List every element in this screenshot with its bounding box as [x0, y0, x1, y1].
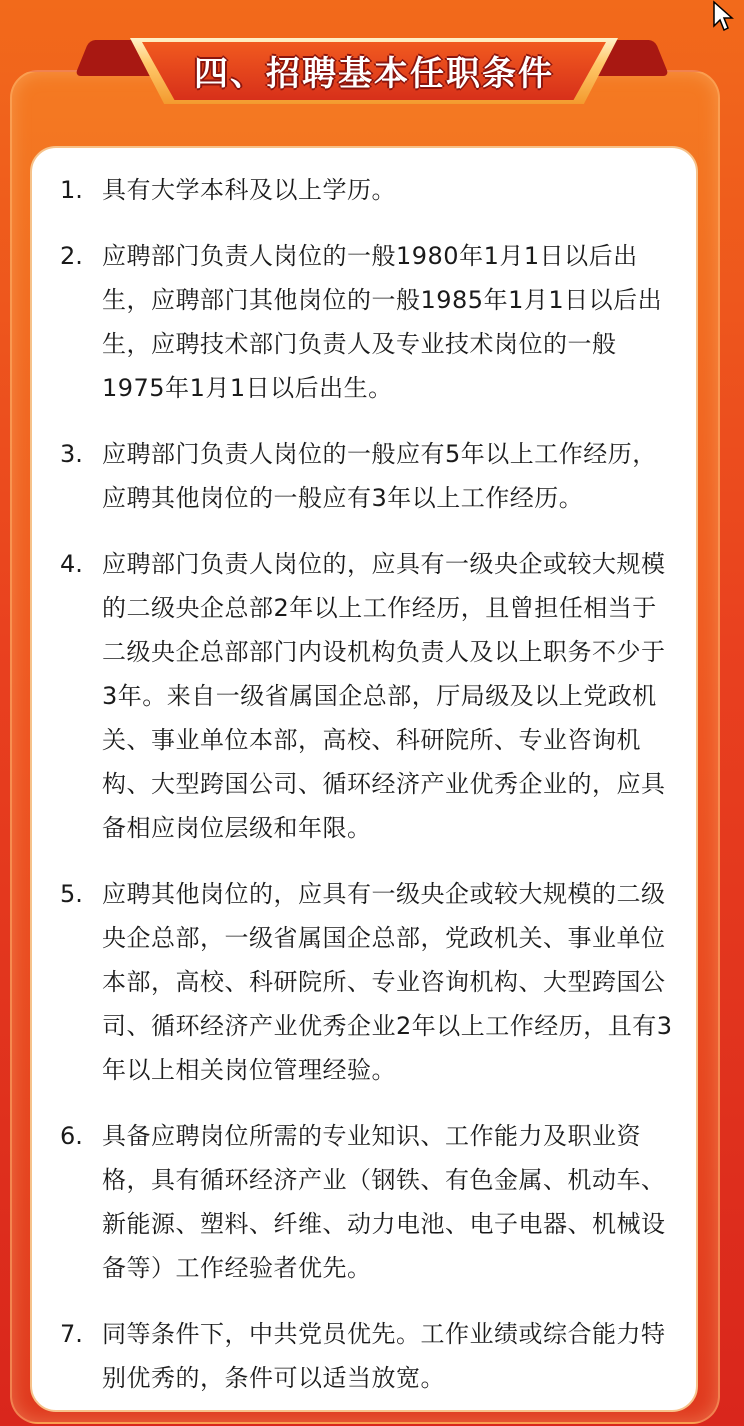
- condition-number: 7.: [60, 1320, 83, 1348]
- mouse-cursor-icon: [712, 0, 736, 32]
- condition-item: [60, 234, 676, 410]
- condition-text: 应聘部门负责人岗位的一般1980年1月1日以后出生，应聘部门其他岗位的一般1985年1月1日以后出生，应聘技术部门负责人及专业技术岗位的一般1975年1月1日以后出生。: [102, 242, 663, 402]
- condition-number: 2.: [60, 242, 83, 270]
- condition-item: [60, 1114, 676, 1290]
- condition-item: [60, 872, 676, 1092]
- condition-text: 同等条件下，中共党员优先。工作业绩或综合能力特别优秀的，条件可以适当放宽。: [102, 1320, 666, 1392]
- conditions-card: [30, 146, 698, 1412]
- condition-text: 具备应聘岗位所需的专业知识、工作能力及职业资格，具有循环经济产业（钢铁、有色金属、机动车、新能源、塑料、纤维、动力电池、电子电器、机械设备等）工作经验者优先。: [102, 1122, 666, 1282]
- condition-text: 应聘部门负责人岗位的一般应有5年以上工作经历，应聘其他岗位的一般应有3年以上工作经历。: [102, 440, 657, 512]
- section-title: 四、招聘基本任职条件: [194, 54, 554, 94]
- condition-item: [60, 542, 676, 850]
- condition-text: 应聘部门负责人岗位的，应具有一级央企或较大规模的二级央企总部2年以上工作经历，且曾担任相当于二级央企总部部门内设机构负责人及以上职务不少于3年。来自一级省属国企总部，厅局级及以上党政机关、事业单位本部，高校、科研院所、专业咨询机构、大型跨国公司、循环经济产业优秀企业的，应具备相应岗位层级和年限。: [102, 550, 666, 842]
- conditions-list: [60, 168, 676, 1422]
- condition-number: 4.: [60, 550, 83, 578]
- condition-item: [60, 1312, 676, 1400]
- condition-number: 3.: [60, 440, 83, 468]
- condition-text: 应聘其他岗位的，应具有一级央企或较大规模的二级央企总部，一级省属国企总部，党政机关、事业单位本部，高校、科研院所、专业咨询机构、大型跨国公司、循环经济产业优秀企业2年以上工作经历，且有3年以上相关岗位管理经验。: [102, 880, 673, 1084]
- condition-number: 1.: [60, 176, 83, 204]
- condition-number: 6.: [60, 1122, 83, 1150]
- condition-item: [60, 432, 676, 520]
- condition-item: [60, 168, 676, 212]
- condition-number: 5.: [60, 880, 83, 908]
- condition-text: 具有大学本科及以上学历。: [102, 176, 396, 204]
